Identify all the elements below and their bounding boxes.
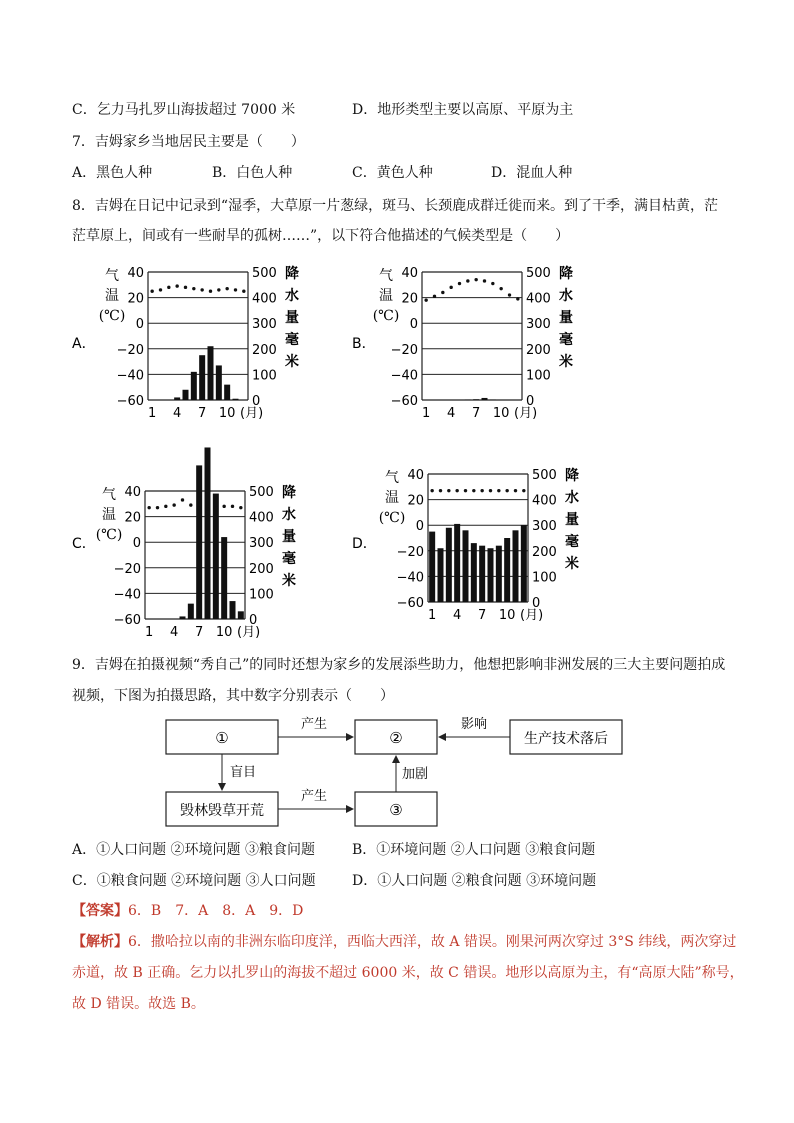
temp-tick-label: −40: [113, 587, 141, 603]
temp-axis-label: 温: [385, 490, 399, 506]
precip-tick-label: 500: [252, 266, 277, 281]
edge-aggravate: 加剧: [402, 767, 429, 782]
temp-point: [234, 288, 237, 291]
precip-tick-label: 100: [526, 368, 551, 384]
climate-charts: [0, 258, 794, 678]
temp-point: [167, 286, 170, 289]
precip-bar: [479, 546, 485, 602]
temp-point: [430, 489, 433, 492]
temp-axis-label: (℃): [95, 527, 123, 543]
precip-axis-label: 米: [559, 354, 573, 370]
precip-bar: [188, 604, 194, 619]
month-unit-label: (月): [240, 406, 264, 421]
precip-axis-label: 水: [559, 288, 573, 304]
precip-tick-label: 400: [252, 291, 277, 307]
flow-box-2-label: ②: [389, 729, 403, 747]
flow-box-3-label: 生产技术落后: [524, 731, 608, 747]
temp-axis-label: 气: [385, 470, 399, 486]
temp-point: [472, 489, 475, 492]
precip-axis-label: 毫: [282, 551, 296, 567]
q8-stem-line1: 8．吉姆在日记中记录到“湿季，大草原一片葱绿，斑马、长颈鹿成群迁徙而来。到了干季，满目枯黄，茫: [72, 198, 719, 214]
precip-axis-label: 降: [559, 266, 573, 282]
edge-produce-1: 产生: [300, 717, 328, 732]
precip-tick-label: 300: [252, 317, 277, 333]
precip-bar: [208, 346, 214, 400]
analysis-line3: 故 D 错误。故选 B。: [72, 996, 205, 1012]
temp-tick-label: 20: [127, 291, 144, 307]
precip-bar: [473, 399, 479, 400]
q9-stem-line1: 9．吉姆在拍摄视频“秀自己”的同时还想为家乡的发展添些助力，他想把影响非洲发展的三大主要问题拍成: [72, 657, 726, 673]
precip-tick-label: 200: [249, 561, 274, 577]
temp-axis-label: (℃): [372, 308, 400, 324]
temp-point: [200, 288, 203, 291]
temp-point: [433, 295, 436, 298]
temp-axis-label: 气: [379, 268, 393, 284]
temp-tick-label: −20: [396, 544, 424, 560]
temp-tick-label: 40: [127, 266, 144, 281]
temp-point: [214, 506, 217, 509]
precip-bar: [233, 399, 239, 400]
precip-axis-label: 米: [282, 573, 296, 589]
precip-axis-label: 毫: [559, 332, 573, 348]
precip-tick-label: 500: [526, 266, 551, 281]
q8-stem-line2: 茫草原上，间或有一些耐旱的孤树……”，以下符合他描述的气候类型是（ ）: [72, 228, 570, 244]
temp-point: [206, 507, 209, 510]
temp-point: [480, 489, 483, 492]
temp-tick-label: −40: [390, 368, 418, 384]
temp-axis-label: (℃): [98, 308, 126, 324]
temp-tick-label: 40: [124, 485, 141, 500]
precip-bar: [438, 548, 444, 602]
precip-bar: [488, 548, 494, 602]
chart-option-label: C．: [72, 536, 96, 552]
temp-point: [522, 489, 525, 492]
temp-axis-label: (℃): [378, 510, 406, 526]
temp-tick-label: −60: [390, 394, 418, 409]
precip-bar: [180, 616, 186, 619]
month-tick-label: 10: [492, 406, 510, 421]
flow-box-5-label: ③: [389, 801, 403, 819]
climate-chart-d: [352, 467, 579, 623]
temp-point: [483, 279, 486, 282]
temp-tick-label: 0: [415, 519, 424, 535]
precip-axis-label: 降: [282, 485, 296, 501]
q9-stem-line2: 视频，下图为拍摄思路，其中数字分别表示（ ）: [72, 688, 394, 704]
precip-tick-label: 200: [252, 342, 277, 358]
precip-bar: [205, 447, 211, 619]
temp-tick-label: 0: [409, 317, 418, 333]
temp-point: [516, 297, 519, 300]
precip-axis-label: 米: [285, 354, 299, 370]
analysis-label: 【解析】: [72, 934, 128, 950]
q9-option-d: D．①人口问题 ②粮食问题 ③环境问题: [352, 873, 597, 889]
precip-tick-label: 0: [532, 596, 541, 611]
month-tick-label: 4: [173, 406, 182, 421]
precip-bar: [463, 530, 469, 602]
temp-point: [189, 503, 192, 506]
temp-tick-label: −60: [116, 394, 144, 409]
precip-bar: [429, 532, 435, 602]
temp-tick-label: 40: [401, 266, 418, 281]
q7-stem: 7．吉姆家乡当地居民主要是（ ）: [72, 134, 305, 150]
month-tick-label: 4: [170, 625, 179, 640]
month-tick-label: 7: [198, 406, 207, 421]
month-tick-label: 1: [145, 625, 154, 640]
precip-axis-label: 米: [565, 556, 579, 572]
month-tick-label: 1: [428, 608, 437, 623]
precip-bar: [238, 611, 244, 619]
precip-axis-label: 水: [285, 288, 299, 304]
temp-tick-label: −60: [113, 613, 141, 628]
temp-point: [239, 506, 242, 509]
precip-bar: [230, 601, 236, 619]
temp-point: [424, 298, 427, 301]
precip-bar: [521, 525, 527, 602]
temp-axis-label: 温: [379, 288, 393, 304]
temp-point: [499, 287, 502, 290]
edge-influence: 影响: [460, 717, 488, 732]
precip-bar: [183, 390, 189, 400]
answer-text: 6．B 7．A 8．A 9．D: [128, 903, 304, 919]
temp-point: [150, 290, 153, 293]
precip-tick-label: 400: [532, 493, 557, 509]
temp-point: [231, 505, 234, 508]
temp-point: [455, 489, 458, 492]
temp-point: [222, 505, 225, 508]
precip-tick-label: 200: [532, 544, 557, 560]
analysis-line2: 赤道，故 B 正确。乞力以扎罗山的海拔不超过 6000 米，故 C 错误。地形以高原为主，有“高原大陆”称号，: [72, 965, 744, 981]
temp-point: [505, 489, 508, 492]
precip-bar: [513, 530, 519, 602]
temp-point: [508, 293, 511, 296]
temp-point: [458, 282, 461, 285]
temp-point: [159, 288, 162, 291]
q9-option-a: A．①人口问题 ②环境问题 ③粮食问题: [72, 842, 316, 858]
temp-point: [464, 489, 467, 492]
temp-tick-label: −20: [390, 342, 418, 358]
temp-tick-label: 20: [407, 493, 424, 509]
precip-bar: [465, 399, 471, 400]
precip-bar: [482, 398, 488, 400]
precip-tick-label: 200: [526, 342, 551, 358]
temp-point: [175, 284, 178, 287]
precip-bar: [490, 399, 496, 400]
precip-axis-label: 毫: [565, 534, 579, 550]
climate-chart-a: [72, 265, 299, 421]
temp-tick-label: 20: [124, 510, 141, 526]
month-tick-label: 10: [218, 406, 236, 421]
month-tick-label: 7: [472, 406, 481, 421]
temp-point: [491, 282, 494, 285]
temp-point: [489, 489, 492, 492]
temp-point: [197, 506, 200, 509]
precip-tick-label: 100: [532, 570, 557, 586]
temp-point: [172, 503, 175, 506]
precip-axis-label: 降: [285, 266, 299, 282]
month-tick-label: 4: [453, 608, 462, 623]
month-tick-label: 10: [215, 625, 233, 640]
temp-point: [474, 278, 477, 281]
temp-axis-label: 温: [102, 507, 116, 523]
temp-point: [497, 489, 500, 492]
precip-bar: [446, 528, 452, 602]
month-tick-label: 1: [422, 406, 431, 421]
temp-axis-label: 气: [105, 268, 119, 284]
answer-line: [72, 901, 303, 921]
precip-bar: [174, 397, 180, 400]
precip-tick-label: 300: [532, 519, 557, 535]
precip-tick-label: 500: [532, 468, 557, 483]
edge-blind: 盲目: [230, 765, 257, 780]
analysis-line1: [72, 932, 736, 952]
precip-bar: [191, 372, 197, 400]
temp-point: [447, 489, 450, 492]
precip-tick-label: 100: [252, 368, 277, 384]
temp-tick-label: 0: [135, 317, 144, 333]
temp-point: [242, 290, 245, 293]
temp-point: [514, 489, 517, 492]
precip-axis-label: 降: [565, 468, 579, 484]
q7-option-c: C．黄色人种: [352, 165, 433, 181]
precip-bar: [496, 546, 502, 602]
chart-option-label: D．: [352, 536, 377, 552]
temp-point: [184, 286, 187, 289]
q7-option-a: A．黑色人种: [72, 165, 153, 181]
analysis-text-1: 6．撒哈拉以南的非洲东临印度洋，西临大西洋，故 A 错误。刚果河两次穿过 3°S 纬线，两次穿过: [128, 934, 737, 950]
month-unit-label: (月): [520, 608, 544, 623]
precip-bar: [454, 524, 460, 602]
temp-point: [147, 506, 150, 509]
flow-box-4-label: 毁林毁草开荒: [180, 803, 264, 819]
q6-option-c: C．乞力马扎罗山海拔超过 7000 米: [72, 102, 296, 118]
flow-box-1-label: ①: [215, 729, 229, 747]
q7-option-d: D．混血人种: [491, 165, 573, 181]
flow-diagram: [0, 710, 794, 835]
month-tick-label: 7: [195, 625, 204, 640]
temp-point: [439, 489, 442, 492]
climate-chart-b: [352, 265, 573, 421]
precip-bar: [471, 543, 477, 602]
precip-tick-label: 500: [249, 485, 274, 500]
temp-point: [192, 287, 195, 290]
q9-option-b: B．①环境问题 ②人口问题 ③粮食问题: [352, 842, 596, 858]
precip-axis-label: 量: [285, 310, 299, 326]
precip-bar: [221, 537, 227, 619]
month-tick-label: 10: [498, 608, 516, 623]
temp-tick-label: −20: [116, 342, 144, 358]
precip-axis-label: 量: [282, 529, 296, 545]
precip-tick-label: 0: [526, 394, 535, 409]
temp-tick-label: 0: [132, 536, 141, 552]
month-tick-label: 7: [478, 608, 487, 623]
precip-bar: [213, 494, 219, 619]
edge-produce-2: 产生: [300, 789, 328, 804]
temp-tick-label: −40: [396, 570, 424, 586]
precip-axis-label: 毫: [285, 332, 299, 348]
precip-tick-label: 400: [249, 510, 274, 526]
temp-tick-label: −20: [113, 561, 141, 577]
month-unit-label: (月): [514, 406, 538, 421]
temp-point: [164, 505, 167, 508]
precip-axis-label: 水: [565, 490, 579, 506]
chart-option-label: A．: [72, 336, 96, 352]
precip-axis-label: 量: [559, 310, 573, 326]
temp-point: [466, 279, 469, 282]
temp-point: [217, 288, 220, 291]
precip-bar: [216, 365, 222, 400]
q7-option-b: B．白色人种: [212, 165, 293, 181]
temp-point: [181, 498, 184, 501]
temp-tick-label: −60: [396, 596, 424, 611]
answer-label: 【答案】: [72, 903, 128, 919]
month-tick-label: 4: [447, 406, 456, 421]
precip-bar: [504, 538, 510, 602]
temp-point: [156, 506, 159, 509]
month-tick-label: 1: [148, 406, 157, 421]
q9-option-c: C．①粮食问题 ②环境问题 ③人口问题: [72, 873, 316, 889]
climate-chart-c: [72, 447, 296, 640]
precip-tick-label: 0: [252, 394, 261, 409]
precip-bar: [199, 355, 205, 400]
precip-axis-label: 量: [565, 512, 579, 528]
temp-point: [209, 290, 212, 293]
temp-tick-label: 20: [401, 291, 418, 307]
temp-point: [441, 291, 444, 294]
precip-bar: [196, 465, 202, 619]
precip-axis-label: 水: [282, 507, 296, 523]
precip-tick-label: 300: [249, 536, 274, 552]
temp-axis-label: 温: [105, 288, 119, 304]
month-unit-label: (月): [237, 625, 261, 640]
temp-tick-label: −40: [116, 368, 144, 384]
precip-tick-label: 100: [249, 587, 274, 603]
q6-option-d: D．地形类型主要以高原、平原为主: [352, 102, 574, 118]
temp-point: [449, 286, 452, 289]
precip-tick-label: 300: [526, 317, 551, 333]
temp-axis-label: 气: [102, 487, 116, 503]
precip-tick-label: 400: [526, 291, 551, 307]
chart-option-label: B．: [352, 336, 376, 352]
precip-bar: [224, 385, 230, 400]
temp-tick-label: 40: [407, 468, 424, 483]
temp-point: [225, 287, 228, 290]
precip-tick-label: 0: [249, 613, 258, 628]
